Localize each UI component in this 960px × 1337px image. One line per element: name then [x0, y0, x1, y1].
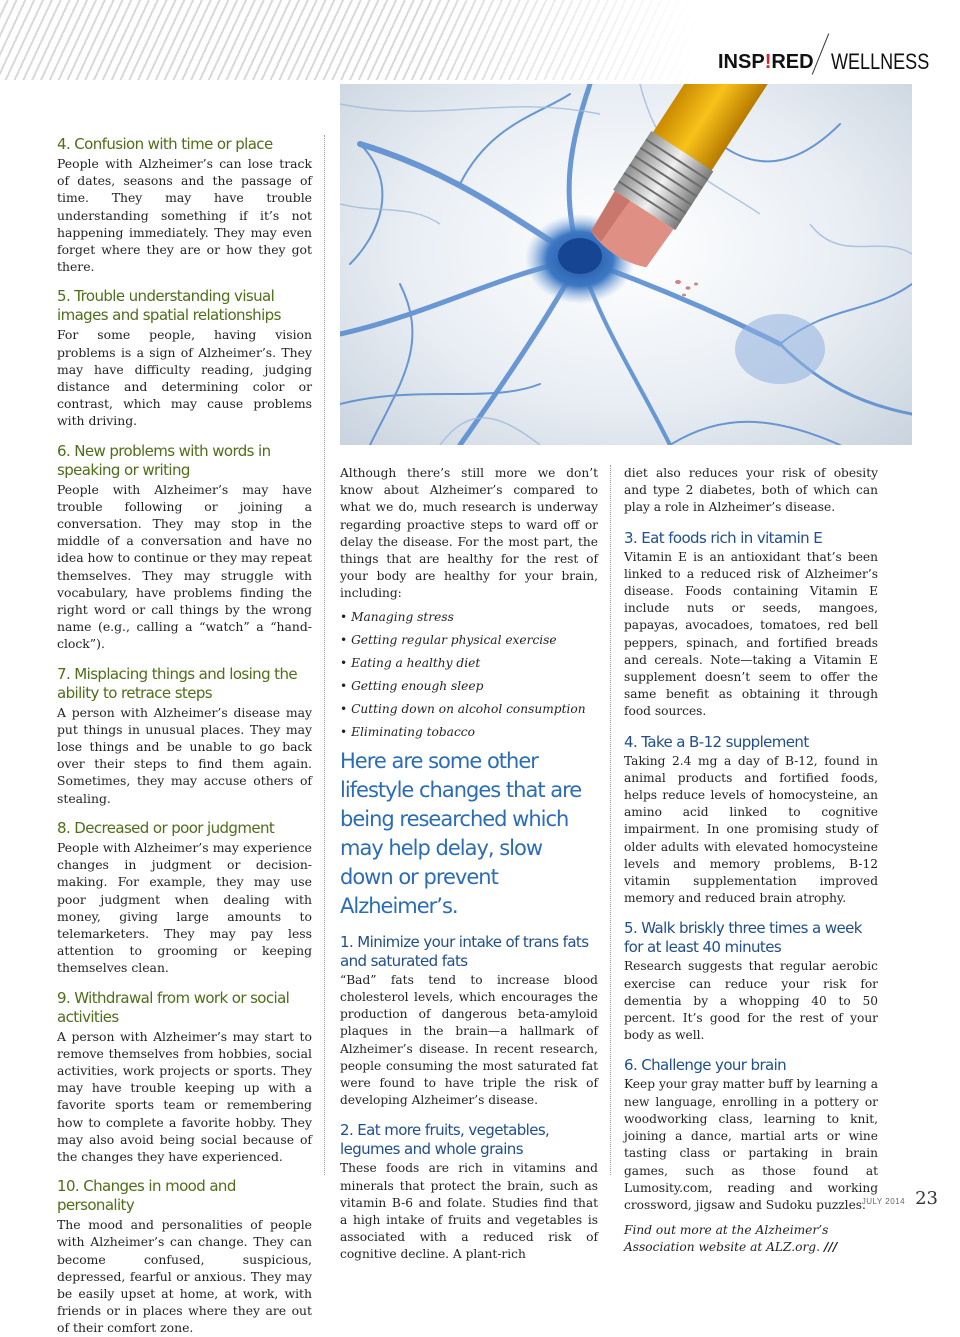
section-body: Research suggests that regular aerobic exercise can reduce your risk for dementia by a whopping 40 to 50 percent. It’s good for the rest of your body as well. — [624, 959, 878, 1043]
header-stripes — [0, 0, 700, 80]
section-body: People with Alzheimer’s may experience changes in judgment or decision-making. For example, they may use poor judgment when dealing with money, giving large amounts to telemarketers. They may pay less attention to grooming or keeping themselves clean. — [57, 839, 312, 976]
column-warning-signs — [57, 135, 312, 1337]
section-heading: 10. Changes in mood and personality — [57, 1177, 236, 1215]
list-item: • Getting enough sleep — [340, 678, 484, 693]
column-lifestyle-changes — [624, 465, 878, 1257]
brand-prefix: INSP — [718, 50, 765, 73]
end-mark: /// — [823, 1240, 838, 1255]
list-item: • Getting regular physical exercise — [340, 632, 557, 647]
neuron-eraser-illustration — [340, 84, 912, 445]
section-body: People with Alzheimer’s can lose track of dates, seasons and the passage of time. They may have trouble understanding something if it’s not happening immediately. They may even forget where they are or how they got there. — [57, 156, 312, 275]
column-rule-left — [324, 135, 325, 1175]
page-number: 23 — [915, 1188, 938, 1209]
page-footer — [862, 1188, 938, 1209]
section-heading: 2. Eat more fruits, vegetables, legumes and whole grains — [340, 1121, 550, 1159]
closing-text: Find out more at the Alzheimer’s Association website at ALZ.org. — [624, 1223, 829, 1255]
section-heading: 4. Take a B-12 supplement — [624, 732, 809, 751]
section-heading: 6. Challenge your brain — [624, 1056, 787, 1075]
closing-note — [624, 1222, 878, 1256]
brand-logo — [718, 51, 814, 74]
section-body: “Bad” fats tend to increase blood cholesterol levels, which encourages the production of dangerous beta-amyloid plaques in the brain—a hallmark of Alzheimer’s disease. In recent research, people consuming the most saturated fat were found to have triple the risk of developing Alzheimer’s disease. — [340, 972, 598, 1108]
column-rule-right — [610, 465, 611, 1175]
brand-divider — [811, 33, 828, 74]
section-body: Keep your gray matter buff by learning a new language, enrolling in a pottery or woodworking class, learning to knit, joining a dance, martial arts or wine tasting class or partaking in brain games, such as those found at Lumosity.com, reading and working crossword, jigsaw and Sudoku puzzles. — [624, 1077, 878, 1212]
section-body: People with Alzheimer’s may have trouble following or joining a conversation. They may stop in the middle of a conversation and have no idea how to continue or they may repeat themselves. They may struggle with vocabulary, have problems finding the right word or call things by the wrong name (e.g., calling a “watch” a “hand-clock”). — [57, 481, 312, 652]
hero-image — [340, 84, 912, 445]
section-heading: 5. Walk briskly three times a week for at least 40 minutes — [624, 919, 862, 957]
intro-paragraph: Although there’s still more we don’t know about Alzheimer’s compared to what we do, much research is underway regarding proactive steps to ward off or delay the disease. For the most part, the things that are healthy for the rest of your body are healthy for your brain, including: — [340, 466, 598, 601]
section-heading: 4. Confusion with time or place — [57, 135, 273, 153]
section-body: Vitamin E is an antioxidant that’s been linked to a reduced risk of Alzheimer’s disease. Foods containing Vitamin E include nuts or seeds, mangoes, papayas, avocadoes, tomatoes, red bell peppers, spinach, and fortified breads and cereals. Note—taking a Vitamin E supplement doesn’t seem to offer the same benefit as obtaining it through food sources. — [624, 549, 878, 719]
section-heading: 9. Withdrawal from work or social activities — [57, 988, 290, 1026]
column-prevention — [340, 465, 598, 1264]
pull-quote: Here are some other lifestyle changes that are being researched which may help delay, slow down or prevent Alzheimer’s. — [340, 748, 582, 918]
brand-mark: ! — [764, 50, 772, 73]
section-heading: 1. Minimize your intake of trans fats and saturated fats — [340, 932, 589, 970]
section-body: A person with Alzheimer’s disease may put things in unusual places. They may lose things and be unable to go back over their steps to find them again. Sometimes, they may accuse others of stealing. — [57, 704, 312, 806]
healthy-habits-list — [340, 609, 598, 741]
section-heading: 3. Eat foods rich in vitamin E — [624, 528, 823, 547]
section-name: WELLNESS — [830, 49, 929, 74]
section-heading: 7. Misplacing things and losing the ability to retrace steps — [57, 664, 297, 702]
list-item: • Managing stress — [340, 609, 454, 624]
section-body: The mood and personalities of people with Alzheimer’s can change. They can become confused, suspicious, depressed, fearful or anxious. They may be easily upset at home, at work, with friends or in places where they are out of their comfort zone. — [57, 1217, 312, 1336]
magazine-brand — [718, 40, 950, 84]
list-item: • Eliminating tobacco — [340, 724, 475, 739]
list-item: • Cutting down on alcohol consumption — [340, 701, 586, 716]
section-body: For some people, having vision problems is a sign of Alzheimer’s. They may have difficulty reading, judging distance and determining color or contrast, which may cause problems with driving. — [57, 327, 312, 429]
continued-paragraph: diet also reduces your risk of obesity and type 2 diabetes, both of which can play a role in Alzheimer’s disease. — [624, 466, 878, 515]
section-body: A person with Alzheimer’s may start to remove themselves from hobbies, social activities, work projects or sports. They may have trouble keeping up with a favorite sports team or remembering how to complete a favorite hobby. They may also avoid being social because of the changes they have experienced. — [57, 1028, 312, 1164]
section-body: These foods are rich in vitamins and minerals that protect the brain, such as vitamin B-6 and folate. Studies find that a high intake of fruits and vegetables is associated with a reduced risk of cognitive decline. A plant-rich — [340, 1161, 598, 1262]
section-heading: 8. Decreased or poor judgment — [57, 818, 275, 837]
section-heading: 5. Trouble understanding visual images and spatial relationships — [57, 287, 281, 325]
section-heading: 6. New problems with words in speaking or writing — [57, 441, 271, 479]
section-body: Taking 2.4 mg a day of B-12, found in animal products and fortified foods, helps reduce levels of homocysteine, an amino acid linked to cognitive impairment. In one promising study of older adults with elevated homocysteine levels and memory problems, B-12 vitamin supplementation improved memory and reduced brain atrophy. — [624, 753, 878, 906]
list-item: • Eating a healthy diet — [340, 655, 481, 670]
brand-suffix: RED — [771, 50, 814, 73]
issue-date: JULY 2014 — [861, 1197, 906, 1206]
